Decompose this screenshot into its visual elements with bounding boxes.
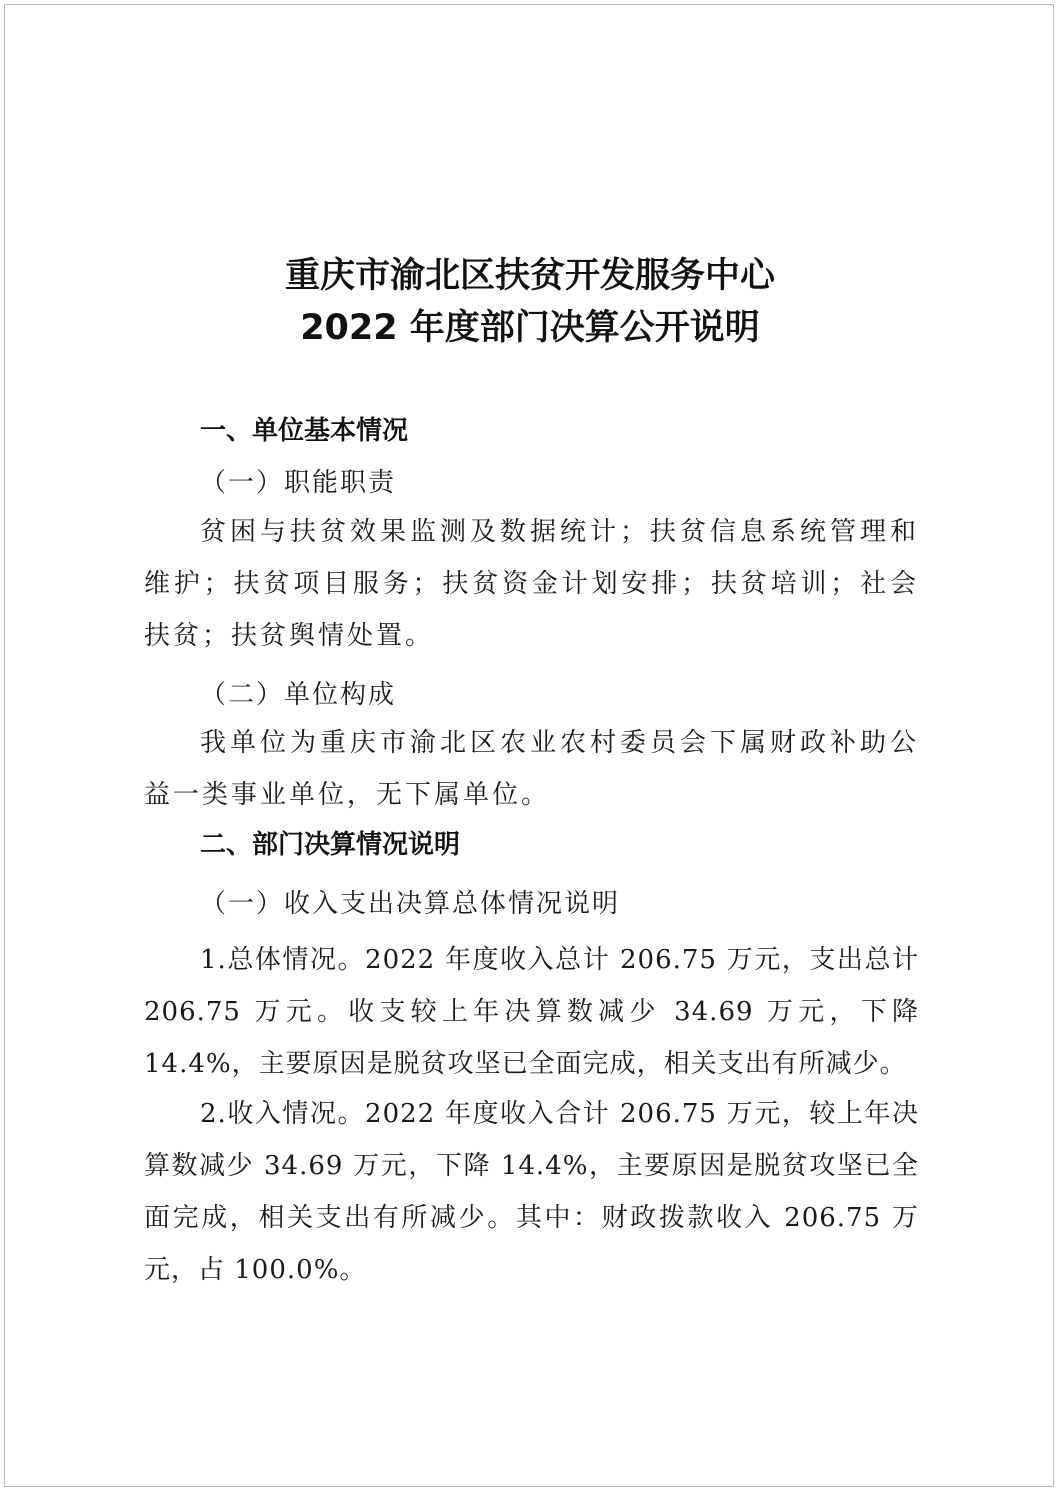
section1-heading: 一、单位基本情况 xyxy=(200,416,409,446)
section1-sub1-heading: （一）职能职责 xyxy=(200,468,397,498)
section1-sub2-text: 我单位为重庆市渝北区农业农村委员会下属财政补助公益一类事业单位，无下属单位。 xyxy=(144,728,919,810)
section1-sub2-heading: （二）单位构成 xyxy=(200,680,397,710)
section2-sub1-heading: （一）收入支出决算总体情况说明 xyxy=(200,889,621,919)
section2-para1: 1.总体情况。2022 年度收入总计 206.75 万元，支出总计 206.75 万元。收支较上年决算数减少 34.69 万元，下降 14.4%，主要原因是脱贫攻坚已全面完成，相关支出有所减少。 xyxy=(144,945,919,1079)
section1-sub1-text: 贫困与扶贫效果监测及数据统计；扶贫信息系统管理和维护；扶贫项目服务；扶贫资金计划安排；扶贫培训；社会扶贫；扶贫舆情处置。 xyxy=(144,517,919,651)
section2-heading: 二、部门决算情况说明 xyxy=(200,830,461,860)
document-title-line1: 重庆市渝北区扶贫开发服务中心 xyxy=(284,256,775,296)
document-title-line2: 2022 年度部门决算公开说明 xyxy=(300,308,760,348)
section2-para2: 2.收入情况。2022 年度收入合计 206.75 万元，较上年决算数减少 34.69 万元，下降 14.4%，主要原因是脱贫攻坚已全面完成，相关支出有所减少。其中：财政拨款收入 206.75 万元，占 100.0%。 xyxy=(144,1099,919,1285)
